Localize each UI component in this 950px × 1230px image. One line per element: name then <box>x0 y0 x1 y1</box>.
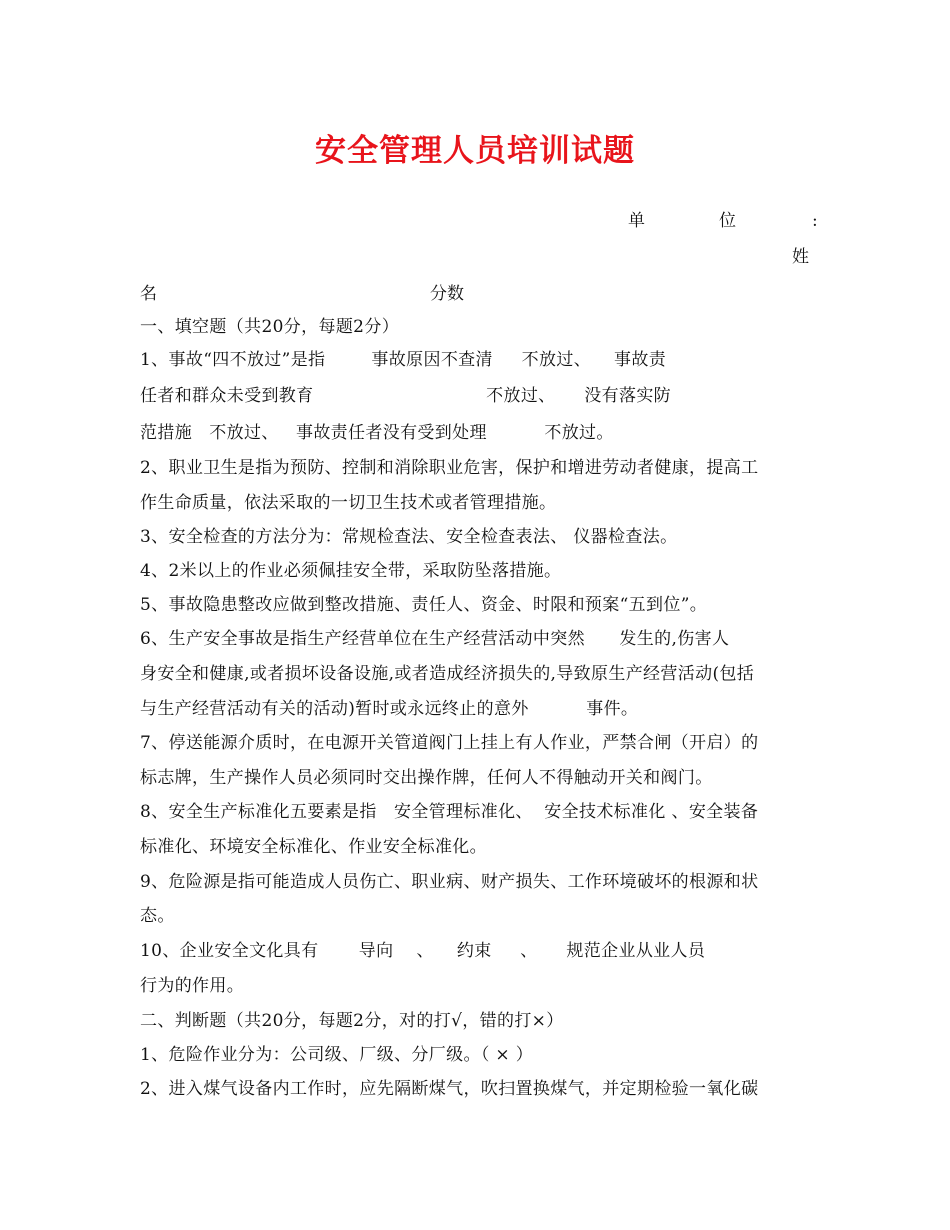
section-heading-fill-blank: 一、填空题（共20分，每题2分） <box>140 317 400 337</box>
question-line: 标准化、环境安全标准化、作业安全标准化。 <box>140 837 487 857</box>
section-heading-true-false: 二、判断题（共20分，每题2分，对的打√，错的打×） <box>140 1011 564 1031</box>
question-line: 6、生产安全事故是指生产经营单位在生产经营活动中突然 发生的,伤害人 <box>140 629 730 649</box>
score-label: 分数 <box>430 284 464 304</box>
unit-label-colon: : <box>812 211 818 231</box>
name-label-char2: 名 <box>140 284 157 304</box>
question-line: 作生命质量，依法采取的一切卫生技术或者管理措施。 <box>140 493 557 513</box>
question-line: 8、安全生产标准化五要素是指 安全管理标准化、 安全技术标准化 、安全装备 <box>140 802 759 822</box>
page-title: 安全管理人员培训试题 <box>315 133 635 169</box>
unit-label-char2: 位 <box>719 211 736 231</box>
question-line: 范措施 不放过、 事故责任者没有受到处理 不放过。 <box>140 423 614 443</box>
question-line: 行为的作用。 <box>140 976 245 996</box>
question-line: 标志牌，生产操作人员必须同时交出操作牌，任何人不得触动开关和阀门。 <box>140 768 713 788</box>
question-line: 10、企业安全文化具有 导向 、 约束 、 规范企业从业人员 <box>140 941 706 961</box>
question-line: 1、危险作业分为：公司级、厂级、分厂级。（ × ） <box>140 1045 534 1065</box>
question-line: 2、进入煤气设备内工作时，应先隔断煤气，吹扫置换煤气，并定期检验一氧化碳 <box>140 1079 759 1099</box>
question-line: 与生产经营活动有关的活动)暂时或永远终止的意外 事件。 <box>140 699 639 719</box>
name-label-char1: 姓 <box>792 247 809 267</box>
question-line: 9、危险源是指可能造成人员伤亡、职业病、财产损失、工作环境破坏的根源和状 <box>140 872 759 892</box>
question-line: 任者和群众未受到教育 不放过、 没有落实防 <box>140 386 672 406</box>
question-line: 7、停送能源介质时，在电源开关管道阀门上挂上有人作业，严禁合闸（开启）的 <box>140 733 759 753</box>
question-line: 身安全和健康,或者损坏设备设施,或者造成经济损失的,导致原生产经营活动(包括 <box>140 664 755 684</box>
question-line: 2、职业卫生是指为预防、控制和消除职业危害，保护和增进劳动者健康，提高工 <box>140 458 759 478</box>
question-line: 4、2米以上的作业必须佩挂安全带，采取防坠落措施。 <box>140 561 562 581</box>
question-line: 1、事故“四不放过”是指 事故原因不查清 不放过、 事故责 <box>140 350 667 370</box>
question-line: 5、事故隐患整改应做到整改措施、责任人、资金、时限和预案“五到位”。 <box>140 595 708 615</box>
question-line: 3、安全检查的方法分为：常规检查法、安全检查表法、 仪器检查法。 <box>140 527 678 547</box>
unit-label-char1: 单 <box>628 211 645 231</box>
question-line: 态。 <box>140 906 175 926</box>
